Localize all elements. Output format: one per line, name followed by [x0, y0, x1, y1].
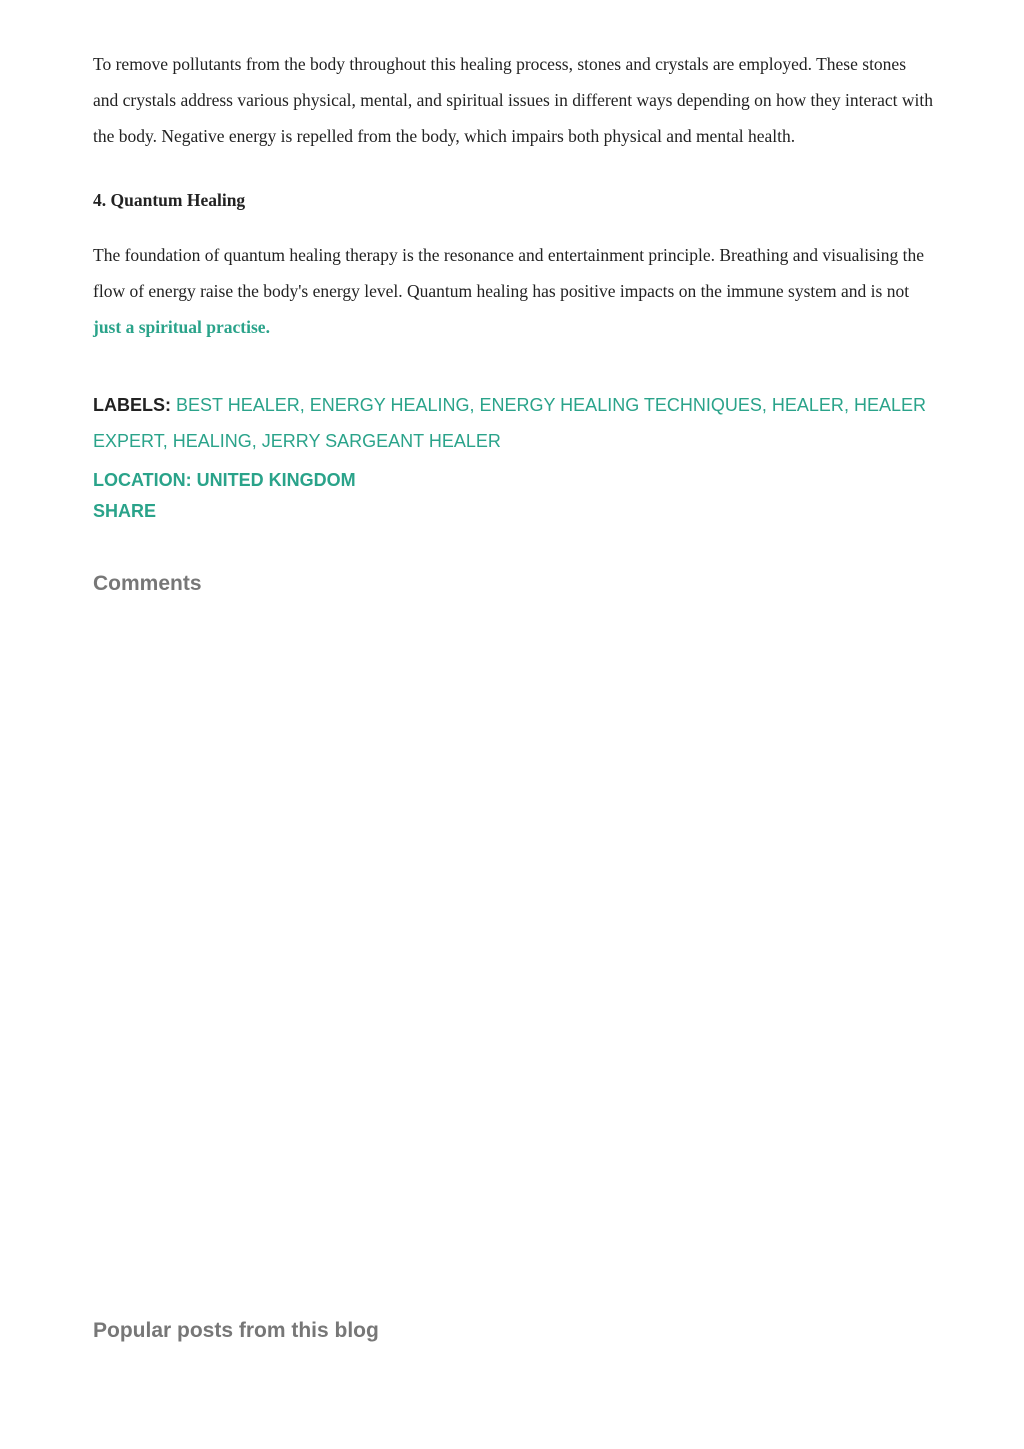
post-paragraph-quantum [93, 237, 933, 345]
label-link-healing[interactable]: HEALING [172, 431, 252, 451]
share-button[interactable]: SHARE [93, 501, 157, 521]
label-link-healer[interactable]: HEALER [771, 395, 844, 415]
labels-heading: LABELS: [93, 395, 171, 415]
spiritual-practise-link[interactable]: just a spiritual practise. [93, 317, 270, 337]
popular-posts-heading: Popular posts from this blog [93, 1319, 379, 1342]
post-paragraph: To remove pollutants from the body throughout this healing process, stones and crystals are employed. These stones and crystals address various physical, mental, and spiritual issues in different ways depending on how they interact with the body. Negative energy is repelled from the body, which impairs both physical and mental health. [93, 54, 933, 146]
post-paragraph-text: The foundation of quantum healing therapy is the resonance and entertainment principle. Breathing and visualising the flow of energy raise the body's energy level. Quantum healing has positive impacts on the immune system and is not [93, 245, 925, 301]
label-link-energy-healing[interactable]: ENERGY HEALING [309, 395, 470, 415]
post-labels: LABELS: BEST HEALER, ENERGY HEALING, ENERGY HEALING TECHNIQUES, HEALER, HEALER EXPERT, HEALING, JERRY SARGEANT HEALER [93, 395, 926, 451]
label-link-healer-expert[interactable]: HEALER EXPERT [93, 395, 926, 451]
post-location-link[interactable]: LOCATION: UNITED KINGDOM [93, 470, 356, 490]
comments-heading: Comments [93, 572, 202, 595]
label-link-energy-healing-techniques[interactable]: ENERGY HEALING TECHNIQUES [479, 395, 762, 415]
label-link-jerry-sargeant-healer[interactable]: JERRY SARGEANT HEALER [261, 431, 501, 451]
label-link-best-healer[interactable]: BEST HEALER [176, 395, 300, 415]
post-subheading: 4. Quantum Healing [93, 190, 246, 210]
